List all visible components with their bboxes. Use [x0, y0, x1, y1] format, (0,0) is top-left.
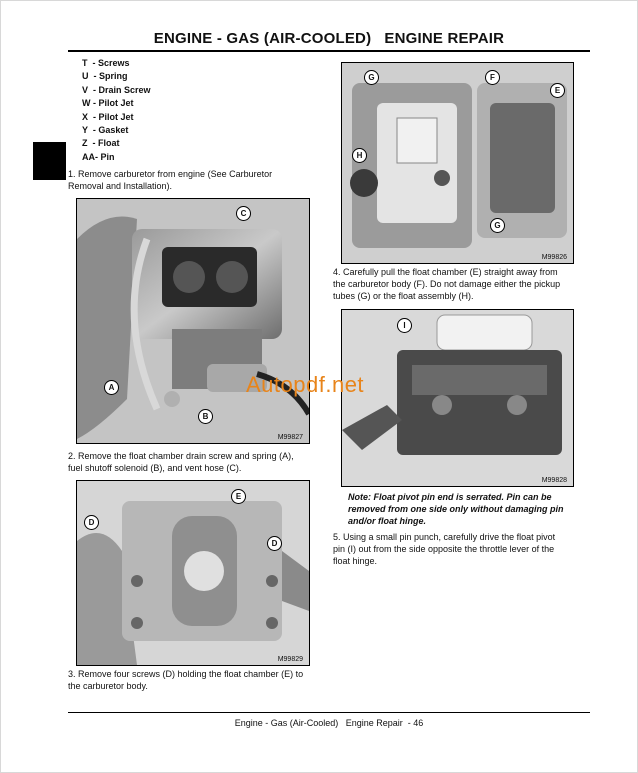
callout-i: I [397, 318, 412, 333]
legend-item: U - Spring [82, 71, 128, 82]
callout-b: B [198, 409, 213, 424]
legend-item: AA- Pin [82, 151, 115, 162]
callout-f: F [485, 70, 500, 85]
parts-legend [82, 57, 151, 164]
figure-float-pivot-pin [341, 309, 574, 487]
callout-h: H [352, 148, 367, 163]
callout-g: G [490, 218, 505, 233]
section-tab-marker [33, 142, 66, 180]
callout-e: E [231, 489, 246, 504]
callout-d: D [84, 515, 99, 530]
header-rule [68, 50, 590, 52]
callout-d: D [267, 536, 282, 551]
figure-float-chamber-screws [76, 480, 310, 666]
callout-a: A [104, 380, 119, 395]
step-1-text: 1. Remove carburetor from engine (See Carburetor Removal and Installation). [68, 169, 273, 191]
page-title: ENGINE - GAS (AIR-COOLED) ENGINE REPAIR [153, 30, 505, 47]
figure-separated-body [341, 62, 574, 264]
callout-c: C [236, 206, 251, 221]
figure-2-photo [77, 481, 309, 665]
legend-item: V - Drain Screw [82, 84, 151, 95]
footer-rule [68, 712, 590, 713]
figure-3-photo [342, 63, 573, 263]
figure-code: M99828 [541, 477, 567, 484]
step-4-text: 4. Carefully pull the float chamber (E) straight away from the carburetor body (F). Do not damage either the pickup tubes (G) or the float assembly (H). [333, 267, 561, 301]
watermark: Autopdf.net [246, 372, 365, 397]
legend-item: Z - Float [82, 138, 120, 149]
callout-e: E [550, 83, 565, 98]
page-footer: Engine - Gas (Air-Cooled) Engine Repair - 46 [234, 718, 424, 728]
callout-g: G [364, 70, 379, 85]
step-5-text: 5. Using a small pin punch, carefully drive the float pivot pin (I) out from the side opposite the throttle lever of the float hinge. [333, 532, 556, 566]
figure-code: M99829 [277, 656, 303, 663]
legend-item: T - Screws [82, 58, 130, 68]
note-text: Note: Float pivot pin end is serrated. Pin can be removed from one side only without damaging pin and/or float hinge. [348, 492, 564, 526]
legend-item: W - Pilot Jet [82, 98, 134, 109]
step-3-text: 3. Remove four screws (D) holding the float chamber (E) to the carburetor body. [68, 669, 304, 691]
legend-item: X - Pilot Jet [82, 111, 134, 122]
legend-item: Y - Gasket [82, 125, 129, 136]
figure-code: M99827 [277, 434, 303, 441]
figure-4-photo [342, 310, 573, 486]
figure-code: M99826 [541, 254, 567, 261]
step-2-text: 2. Remove the float chamber drain screw and spring (A), fuel shutoff solenoid (B), and vent hose (C). [68, 451, 294, 473]
figure-1-photo [77, 199, 309, 443]
figure-fuel-solenoid [76, 198, 310, 444]
